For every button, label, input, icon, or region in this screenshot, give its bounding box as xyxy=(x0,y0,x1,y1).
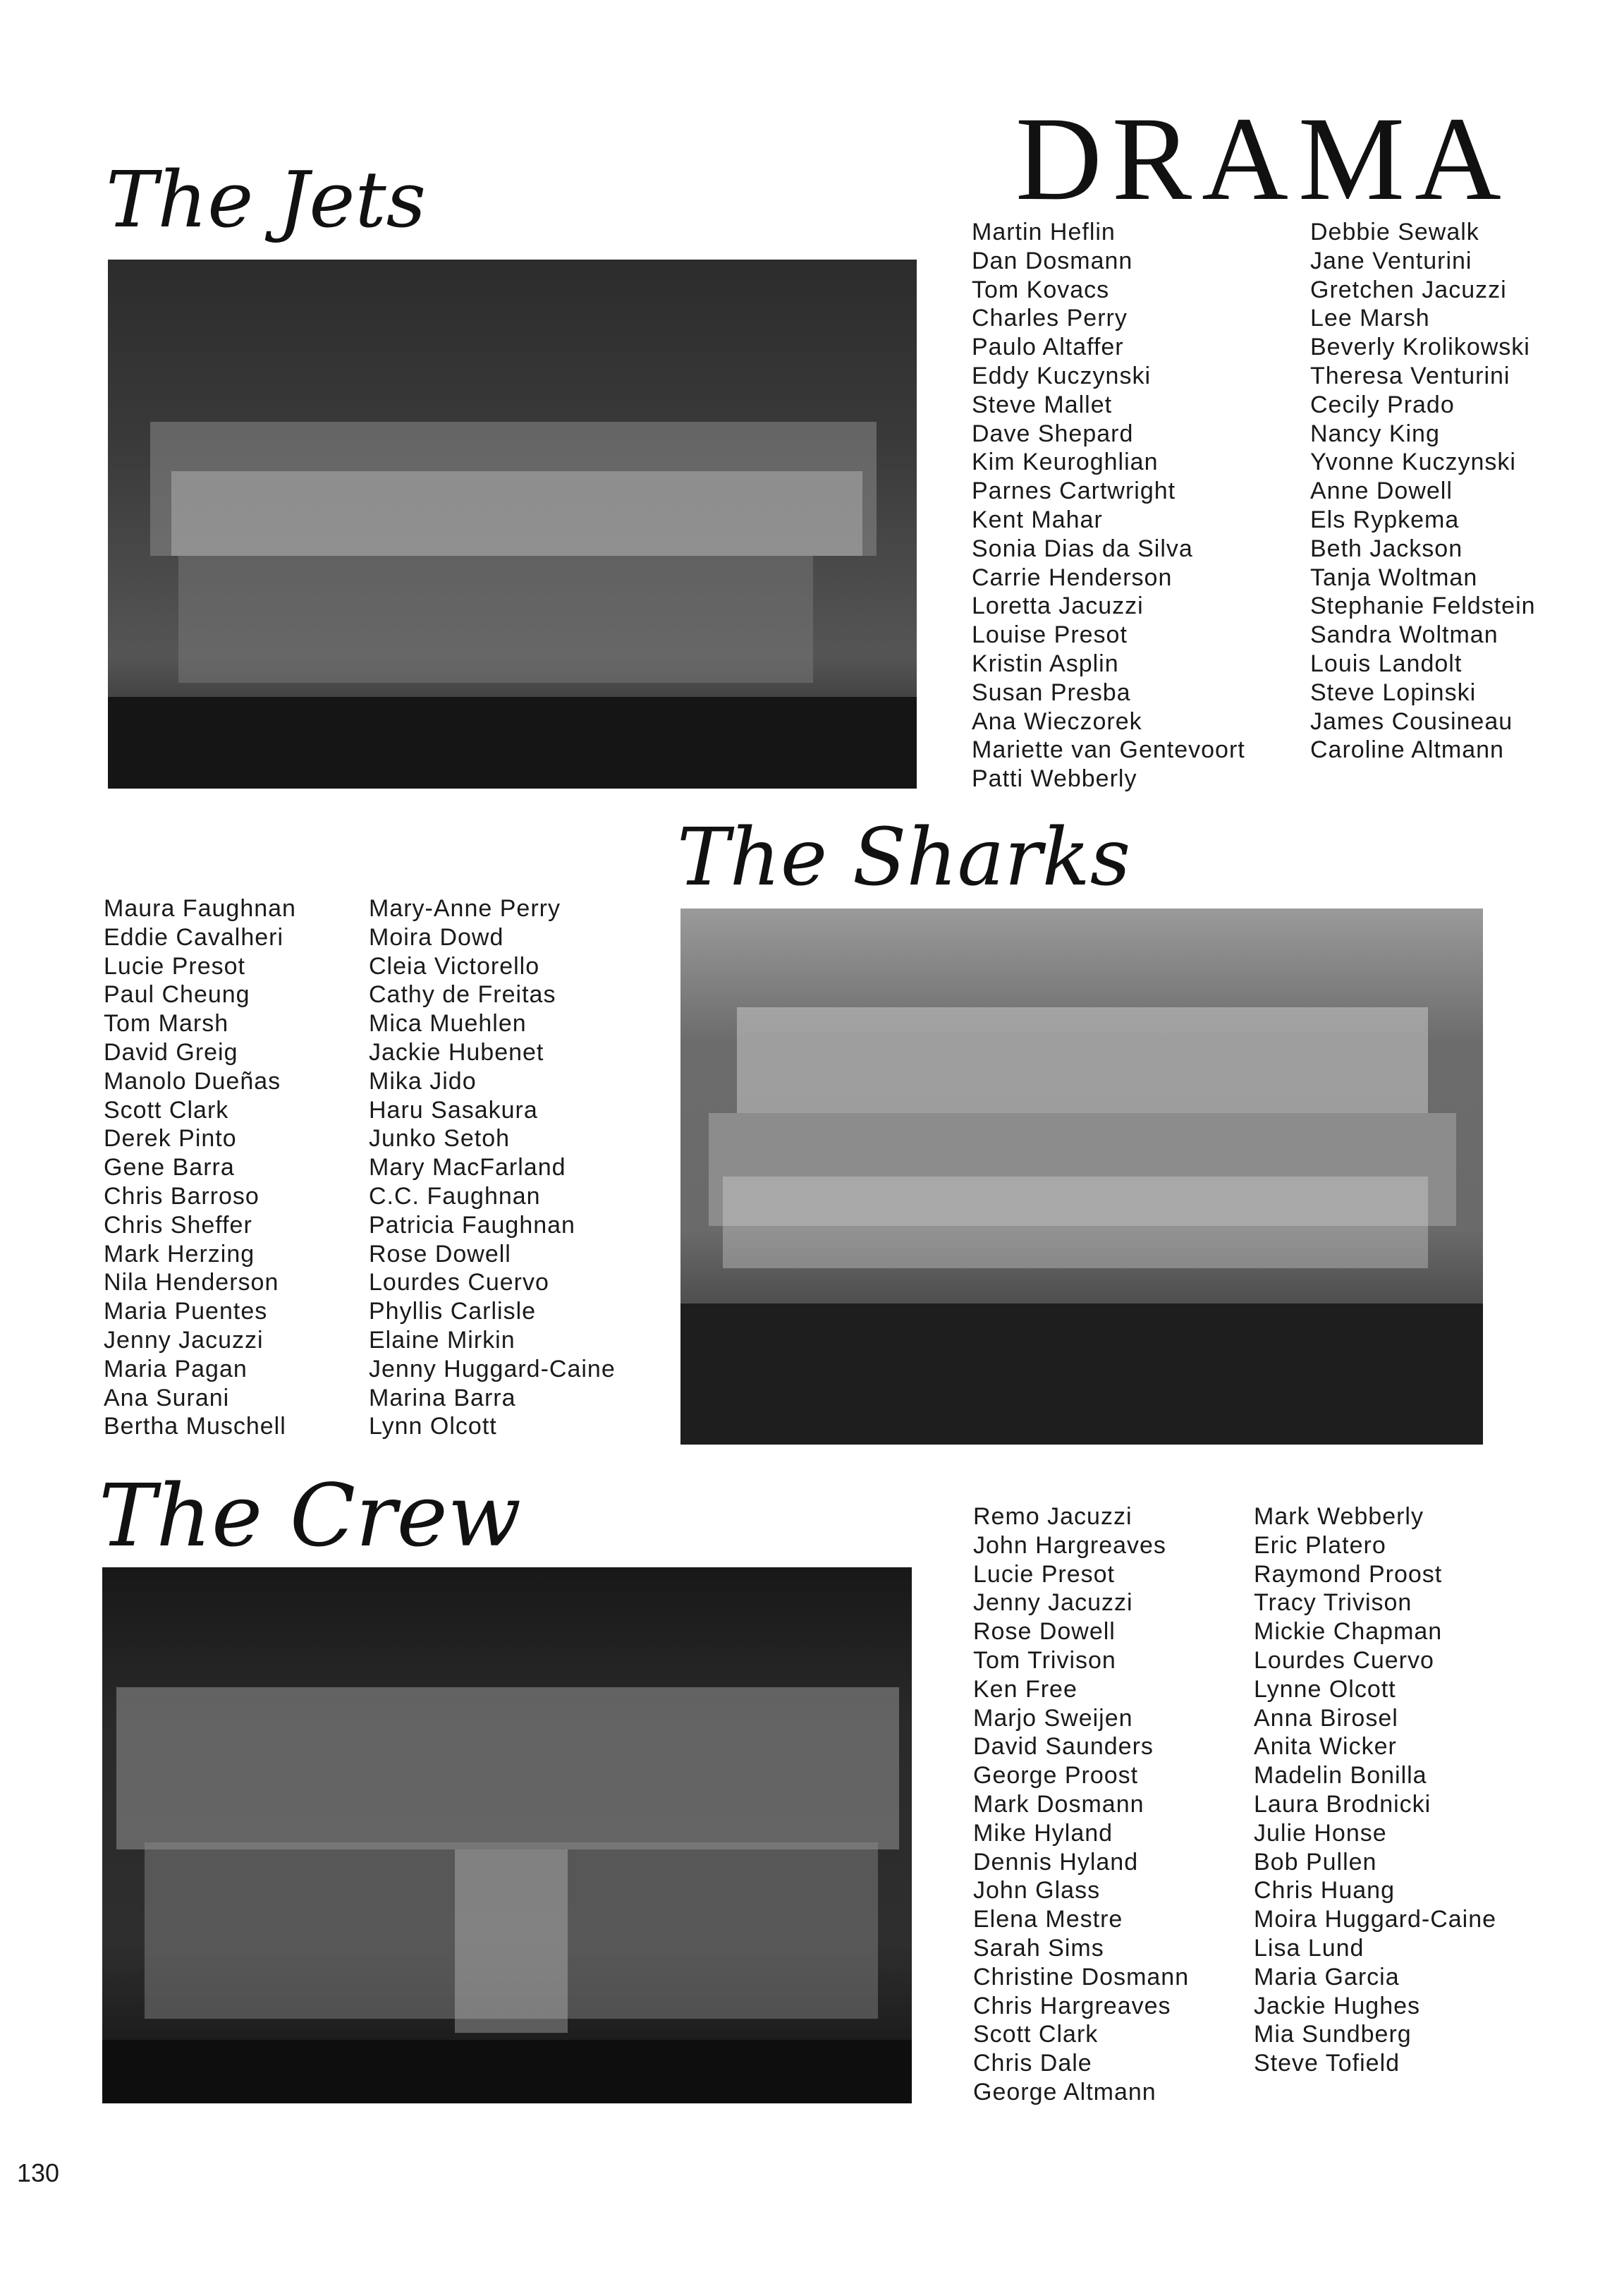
name: Scott Clark xyxy=(973,2021,1099,2048)
name: Sandra Woltman xyxy=(1310,621,1498,649)
name: Jane Venturini xyxy=(1310,247,1472,274)
name: Stephanie Feldstein xyxy=(1310,592,1536,620)
name: Marina Barra xyxy=(369,1384,516,1411)
name: George Proost xyxy=(973,1762,1139,1789)
name: Manolo Dueñas xyxy=(104,1067,281,1095)
name: Chris Barroso xyxy=(104,1182,260,1210)
name: Anita Wicker xyxy=(1254,1733,1397,1761)
name: Tracy Trivison xyxy=(1254,1589,1412,1617)
name: Lee Marsh xyxy=(1310,305,1430,332)
name: Lynn Olcott xyxy=(369,1413,497,1440)
name: Mark Herzing xyxy=(104,1240,255,1268)
name: Mica Muehlen xyxy=(369,1010,527,1038)
name: Beverly Krolikowski xyxy=(1310,334,1530,361)
name: Jackie Hughes xyxy=(1254,1992,1421,2019)
jets-names-col1 xyxy=(972,218,1245,794)
name: Julie Honse xyxy=(1254,1819,1387,1847)
name: Patricia Faughnan xyxy=(369,1211,575,1239)
name: Mary MacFarland xyxy=(369,1154,566,1181)
name: Chris Dale xyxy=(973,2050,1092,2077)
name: John Glass xyxy=(973,1877,1101,1904)
name: Mickie Chapman xyxy=(1254,1618,1443,1646)
name: Maria Pagan xyxy=(104,1355,248,1382)
name: Rose Dowell xyxy=(973,1618,1116,1646)
crew-names-col2 xyxy=(1254,1502,1496,2078)
name: Maura Faughnan xyxy=(104,895,296,922)
name: Cecily Prado xyxy=(1310,391,1455,418)
jets-names-col2 xyxy=(1310,218,1536,765)
name: Dan Dosmann xyxy=(972,247,1133,274)
name: Bob Pullen xyxy=(1254,1848,1377,1876)
name: Jenny Huggard-Caine xyxy=(369,1355,616,1382)
name: Lucie Presot xyxy=(973,1560,1115,1588)
name: Ana Wieczorek xyxy=(972,707,1142,735)
name: Kent Mahar xyxy=(972,506,1103,533)
name: Steve Mallet xyxy=(972,391,1113,418)
name: Paulo Altaffer xyxy=(972,334,1124,361)
name: Paul Cheung xyxy=(104,981,250,1009)
name: Maria Garcia xyxy=(1254,1963,1400,1991)
sharks-names-col2 xyxy=(369,894,616,1441)
name: Kristin Asplin xyxy=(972,650,1119,677)
name: Tanja Woltman xyxy=(1310,564,1478,591)
name: Louis Landolt xyxy=(1310,650,1463,677)
name: Tom Kovacs xyxy=(972,276,1110,303)
name: Remo Jacuzzi xyxy=(973,1503,1132,1530)
name: Jenny Jacuzzi xyxy=(973,1589,1133,1617)
name: Chris Hargreaves xyxy=(973,1992,1171,2019)
name: Patti Webberly xyxy=(972,765,1137,793)
name: Nancy King xyxy=(1310,420,1440,447)
name: Dave Shepard xyxy=(972,420,1134,447)
name: Jenny Jacuzzi xyxy=(104,1326,264,1354)
name: Eddie Cavalheri xyxy=(104,923,284,951)
name: Kim Keuroghlian xyxy=(972,449,1159,476)
name: Susan Presba xyxy=(972,679,1131,706)
name: Moira Huggard-Caine xyxy=(1254,1906,1497,1933)
name: Elena Mestre xyxy=(973,1906,1123,1933)
name: Phyllis Carlisle xyxy=(369,1298,537,1325)
name: Derek Pinto xyxy=(104,1125,237,1153)
name: Marjo Sweijen xyxy=(973,1704,1133,1732)
sharks-title: The Sharks xyxy=(677,812,1131,904)
crew-names-col1 xyxy=(973,1502,1189,2107)
name: Madelin Bonilla xyxy=(1254,1762,1427,1789)
name: Lourdes Cuervo xyxy=(369,1269,549,1296)
name: Elaine Mirkin xyxy=(369,1326,515,1354)
name: Cleia Victorello xyxy=(369,952,540,980)
name: Raymond Proost xyxy=(1254,1560,1443,1588)
name: Mariette van Gentevoort xyxy=(972,736,1245,764)
name: Ken Free xyxy=(973,1675,1077,1703)
name: Charles Perry xyxy=(972,305,1128,332)
name: Ana Surani xyxy=(104,1384,230,1411)
name: Loretta Jacuzzi xyxy=(972,592,1144,620)
name: Theresa Venturini xyxy=(1310,362,1510,389)
name: Els Rypkema xyxy=(1310,506,1460,533)
name: Louise Presot xyxy=(972,621,1128,649)
name: Tom Trivison xyxy=(973,1646,1116,1674)
crew-title: The Crew xyxy=(99,1466,522,1566)
name: Scott Clark xyxy=(104,1096,229,1124)
name: David Greig xyxy=(104,1038,238,1066)
name: Anna Birosel xyxy=(1254,1704,1398,1732)
name: George Altmann xyxy=(973,2078,1156,2105)
name: Gretchen Jacuzzi xyxy=(1310,276,1507,303)
name: John Hargreaves xyxy=(973,1531,1166,1559)
name: Mary-Anne Perry xyxy=(369,895,561,922)
name: Lourdes Cuervo xyxy=(1254,1646,1434,1674)
name: Lucie Presot xyxy=(104,952,245,980)
name: Cathy de Freitas xyxy=(369,981,556,1009)
name: Dennis Hyland xyxy=(973,1848,1139,1876)
sharks-group-photo xyxy=(680,909,1483,1445)
name: Rose Dowell xyxy=(369,1240,511,1268)
page-title: DRAMA xyxy=(1015,92,1511,225)
name: Carrie Henderson xyxy=(972,564,1173,591)
name: Mika Jido xyxy=(369,1067,477,1095)
sharks-names-col1 xyxy=(104,894,296,1441)
name: Sarah Sims xyxy=(973,1934,1104,1962)
name: Mark Webberly xyxy=(1254,1503,1424,1530)
name: Eddy Kuczynski xyxy=(972,362,1151,389)
jets-title: The Jets xyxy=(106,154,427,245)
name: Eric Platero xyxy=(1254,1531,1386,1559)
name: Bertha Muschell xyxy=(104,1413,286,1440)
crew-group-photo xyxy=(102,1567,912,2103)
name: Steve Lopinski xyxy=(1310,679,1477,706)
name: Gene Barra xyxy=(104,1154,235,1181)
name: Christine Dosmann xyxy=(973,1963,1190,1991)
name: Jackie Hubenet xyxy=(369,1038,544,1066)
name: Debbie Sewalk xyxy=(1310,219,1479,245)
name: Junko Setoh xyxy=(369,1125,511,1153)
name: Nila Henderson xyxy=(104,1269,279,1296)
name: Anne Dowell xyxy=(1310,478,1453,505)
jets-group-photo xyxy=(108,260,917,789)
name: Mark Dosmann xyxy=(973,1790,1144,1818)
name: Chris Huang xyxy=(1254,1877,1395,1904)
name: Lisa Lund xyxy=(1254,1934,1364,1962)
name: Moira Dowd xyxy=(369,923,504,951)
name: Chris Sheffer xyxy=(104,1211,252,1239)
name: C.C. Faughnan xyxy=(369,1182,541,1210)
page-number: 130 xyxy=(17,2158,60,2187)
name: Maria Puentes xyxy=(104,1298,268,1325)
name: David Saunders xyxy=(973,1733,1154,1761)
name: Parnes Cartwright xyxy=(972,478,1176,505)
name: Sonia Dias da Silva xyxy=(972,535,1193,562)
name: Tom Marsh xyxy=(104,1010,229,1038)
name: Haru Sasakura xyxy=(369,1096,538,1124)
name: Caroline Altmann xyxy=(1310,736,1504,764)
name: Martin Heflin xyxy=(972,219,1116,245)
name: Steve Tofield xyxy=(1254,2050,1400,2077)
name: Yvonne Kuczynski xyxy=(1310,449,1516,476)
name: Mike Hyland xyxy=(973,1819,1113,1847)
name: Laura Brodnicki xyxy=(1254,1790,1431,1818)
name: Beth Jackson xyxy=(1310,535,1463,562)
name: Mia Sundberg xyxy=(1254,2021,1412,2048)
name: Lynne Olcott xyxy=(1254,1675,1396,1703)
name: James Cousineau xyxy=(1310,707,1513,735)
